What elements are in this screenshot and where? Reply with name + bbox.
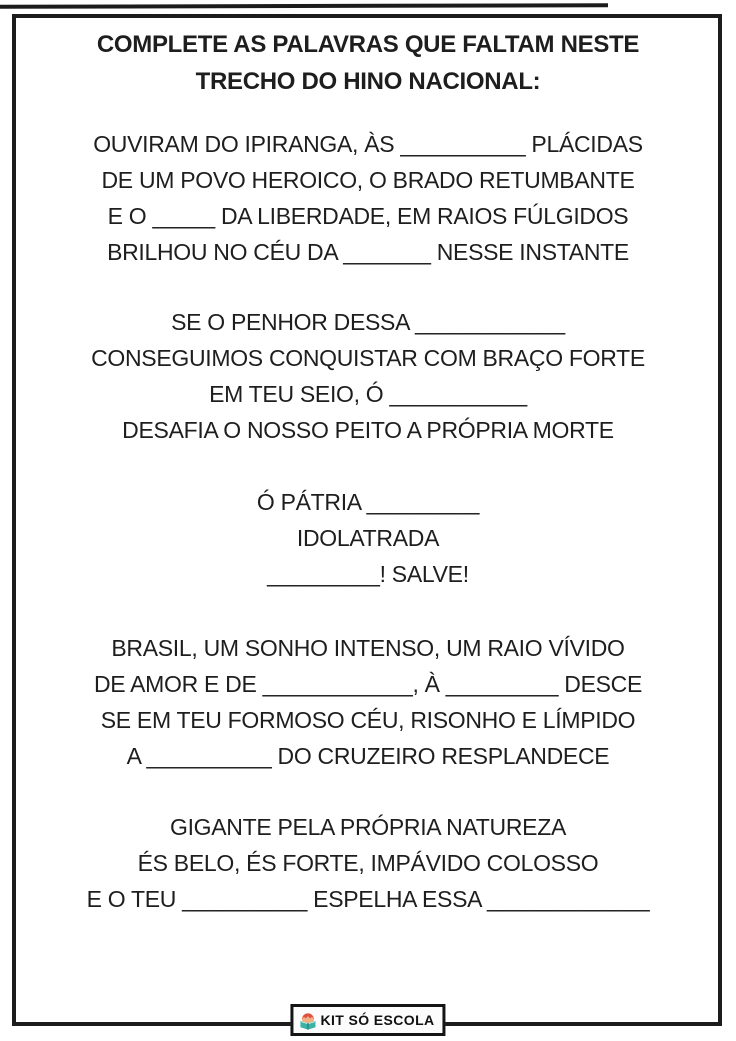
stanza-5	[0, 809, 736, 917]
anthem-line: BRILHOU NO CÉU DA _______ NESSE INSTANTE	[107, 239, 629, 265]
anthem-line: ÉS BELO, ÉS FORTE, IMPÁVIDO COLOSSO	[137, 850, 599, 876]
stanza-1	[0, 126, 736, 270]
stanza-4	[0, 630, 736, 774]
anthem-line: OUVIRAM DO IPIRANGA, ÀS __________ PLÁCIDAS	[93, 131, 643, 157]
stanza-2	[0, 304, 736, 448]
anthem-line: DE AMOR E DE ____________, À _________ DESCE	[93, 671, 643, 697]
title-line-1: COMPLETE AS PALAVRAS QUE FALTAM NESTE	[96, 31, 640, 58]
anthem-line: E O _____ DA LIBERDADE, EM RAIOS FÚLGIDOS	[107, 203, 629, 229]
anthem-line: GIGANTE PELA PRÓPRIA NATUREZA	[169, 814, 567, 840]
stanza-3	[0, 484, 736, 592]
anthem-line: EM TEU SEIO, Ó ___________	[209, 381, 527, 407]
anthem-line: SE EM TEU FORMOSO CÉU, RISONHO E LÍMPIDO	[100, 707, 636, 733]
anthem-line: IDOLATRADA	[296, 525, 440, 551]
anthem-line: DE UM POVO HEROICO, O BRADO RETUMBANTE	[101, 167, 635, 193]
anthem-line: BRASIL, UM SONHO INTENSO, UM RAIO VÍVIDO	[111, 635, 625, 661]
anthem-line: DESAFIA O NOSSO PEITO A PRÓPRIA MORTE	[122, 417, 614, 443]
child-reading-book-icon	[298, 1011, 317, 1030]
anthem-line: CONSEGUIMOS CONQUISTAR COM BRAÇO FORTE	[91, 345, 645, 371]
worksheet-title	[0, 26, 736, 100]
anthem-line: _________! SALVE!	[267, 561, 469, 587]
anthem-line: E O TEU __________ ESPELHA ESSA _____________	[86, 886, 650, 912]
anthem-line: A __________ DO CRUZEIRO RESPLANDECE	[126, 743, 610, 769]
publisher-badge	[290, 1004, 445, 1036]
anthem-line: SE O PENHOR DESSA ____________	[171, 309, 565, 335]
anthem-line: Ó PÁTRIA _________	[256, 489, 480, 515]
title-line-2: TRECHO DO HINO NACIONAL:	[195, 68, 541, 95]
publisher-logo-text: KIT SÓ ESCOLA	[320, 1012, 435, 1028]
scan-artifact-line	[0, 3, 608, 9]
